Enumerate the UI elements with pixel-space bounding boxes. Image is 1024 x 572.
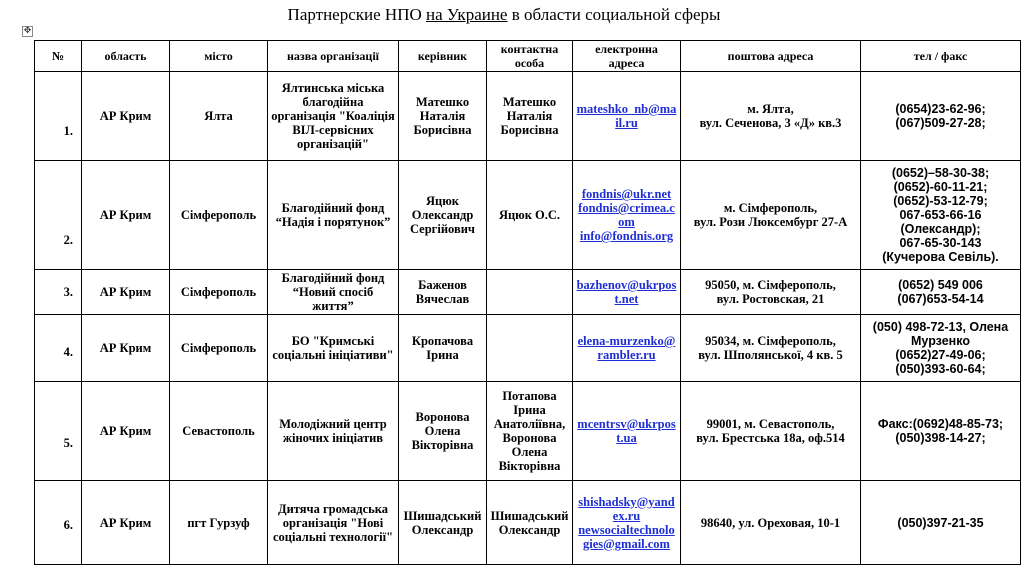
phone-line: (Олександр); — [900, 222, 981, 236]
row-city: Сімферополь — [170, 270, 268, 315]
table-row — [35, 270, 1021, 315]
row-city: Севастополь — [170, 382, 268, 481]
row-num: 6. — [35, 481, 82, 565]
table-row — [35, 315, 1021, 382]
title-part-1: Партнерские НПО — [287, 5, 426, 24]
phone-line: (050)393-60-64; — [895, 362, 986, 376]
title-part-3: в области социальной сферы — [507, 5, 721, 24]
page-title — [0, 4, 1008, 26]
row-region: АР Крим — [82, 481, 170, 565]
row-email — [573, 382, 681, 481]
row-phone — [861, 481, 1021, 565]
address-line: 95034, м. Сімферополь, — [705, 334, 836, 348]
phone-line: (050)398-14-27; — [895, 431, 986, 445]
address-line: 99001, м. Севастополь, — [706, 417, 835, 431]
row-phone — [861, 315, 1021, 382]
row-head: Яцюк Олександр Сергійович — [399, 161, 487, 270]
address-line: вул. Рози Люксембург 27-А — [693, 215, 848, 229]
email-link[interactable]: fondnis@crimea.com — [578, 201, 675, 229]
row-head: Кропачова Ірина — [399, 315, 487, 382]
phone-line: (0652)-53-12-79; — [893, 194, 988, 208]
row-num: 3. — [35, 270, 82, 315]
phone-line: (0652) 549 006 — [898, 278, 983, 292]
row-phone — [861, 270, 1021, 315]
row-org: БО "Кримські соціальні ініціативи" — [268, 315, 399, 382]
address-line: 98640, ул. Ореховая, 10-1 — [700, 515, 841, 530]
row-phone — [861, 161, 1021, 270]
row-contact: Матешко Наталія Борисівна — [487, 72, 573, 161]
row-region: АР Крим — [82, 270, 170, 315]
address-line: вул. Брестська 18а, оф.514 — [696, 431, 845, 445]
table-move-handle-icon[interactable]: ✥ — [23, 26, 32, 36]
table-row — [35, 382, 1021, 481]
row-org: Благодійний фонд “Новий спосіб життя” — [268, 270, 399, 315]
row-org: Дитяча громадська організація "Нові соціальні технології" — [268, 481, 399, 565]
row-org: Благодійний фонд “Надія і порятунок” — [268, 161, 399, 270]
row-email — [573, 315, 681, 382]
row-region: АР Крим — [82, 161, 170, 270]
table-row — [35, 481, 1021, 565]
row-head: Матешко Наталія Борисівна — [399, 72, 487, 161]
table-row — [35, 161, 1021, 270]
email-link[interactable]: fondnis@ukr.net — [581, 187, 672, 201]
phone-line: Факс:(0692)48-85-73; — [877, 417, 1004, 431]
address-line: вул. Шполянської, 4 кв. 5 — [698, 348, 843, 362]
phone-line: (0652)-60-11-21; — [893, 180, 988, 194]
phone-line: (050)397-21-35 — [897, 515, 984, 530]
row-contact: Шишадський Олександр — [487, 481, 573, 565]
phone-line: (0652)27-49-06; — [895, 348, 986, 362]
row-head: Шишадський Олександр — [399, 481, 487, 565]
row-address — [681, 72, 861, 161]
row-city: Ялта — [170, 72, 268, 161]
email-link[interactable]: elena-murzenko@rambler.ru — [577, 334, 676, 362]
header-city: місто — [170, 41, 268, 72]
address-line: 95050, м. Сімферополь, — [705, 278, 836, 292]
header-num: № — [35, 41, 82, 72]
row-num: 5. — [35, 382, 82, 481]
phone-line: 067-65-30-143 — [899, 236, 982, 250]
table-row — [35, 72, 1021, 161]
row-address — [681, 315, 861, 382]
header-head: керівник — [399, 41, 487, 72]
ngo-table — [34, 40, 1021, 565]
row-head: Баженов Вячеслав — [399, 270, 487, 315]
row-contact: Потапова Ірина Анатоліївна, Воронова Олена Вікторівна — [487, 382, 573, 481]
header-org: назва організації — [268, 41, 399, 72]
row-email — [573, 72, 681, 161]
row-contact: Яцюк О.С. — [487, 161, 573, 270]
header-region: область — [82, 41, 170, 72]
table-header-row — [35, 41, 1021, 72]
phone-line: (067)653-54-14 — [897, 292, 984, 306]
header-phone: тел / факс — [861, 41, 1021, 72]
address-line: м. Сімферополь, — [723, 201, 818, 215]
row-contact — [487, 315, 573, 382]
row-region: АР Крим — [82, 382, 170, 481]
row-head: Воронова Олена Вікторівна — [399, 382, 487, 481]
address-line: вул. Сеченова, 3 «Д» кв.3 — [699, 116, 842, 130]
phone-line: 067-653-66-16 — [899, 208, 982, 222]
row-phone — [861, 382, 1021, 481]
row-city: пгт Гурзуф — [170, 481, 268, 565]
row-address — [681, 481, 861, 565]
row-city: Сімферополь — [170, 161, 268, 270]
row-email — [573, 270, 681, 315]
row-num: 2. — [35, 161, 82, 270]
header-address: поштова адреса — [681, 41, 861, 72]
header-contact: контактна особа — [487, 41, 573, 72]
row-num: 4. — [35, 315, 82, 382]
phone-line: (0652)–58-30-38; — [891, 166, 990, 180]
address-line: м. Ялта, — [747, 102, 794, 116]
row-region: АР Крим — [82, 315, 170, 382]
address-line: вул. Ростовская, 21 — [716, 292, 825, 306]
email-link[interactable]: shishadsky@yandex.ru — [578, 494, 675, 523]
email-link[interactable]: info@fondnis.org — [579, 229, 674, 243]
row-org: Молодіжний центр жіночих ініціатив — [268, 382, 399, 481]
row-email — [573, 161, 681, 270]
phone-line: (0654)23-62-96; — [895, 102, 986, 116]
row-address — [681, 270, 861, 315]
phone-line: (067)509-27-28; — [895, 116, 986, 130]
title-part-2: на Украине — [426, 5, 508, 24]
email-link[interactable]: mcentrsv@ukrpost.ua — [577, 417, 676, 445]
email-link[interactable]: mateshko_nb@mail.ru — [576, 102, 677, 130]
phone-line: (Кучерова Севіль). — [882, 250, 999, 264]
header-email: електронна адреса — [573, 41, 681, 72]
row-email — [573, 481, 681, 565]
row-phone — [861, 72, 1021, 161]
row-region: АР Крим — [82, 72, 170, 161]
row-num: 1. — [35, 72, 82, 161]
row-address — [681, 161, 861, 270]
phone-line: (050) 498-72-13, Олена Мурзенко — [872, 320, 1009, 348]
row-contact — [487, 270, 573, 315]
email-link[interactable]: bazhenov@ukrpost.net — [576, 278, 677, 306]
row-city: Сімферополь — [170, 315, 268, 382]
row-address — [681, 382, 861, 481]
row-org: Ялтинська міська благодійна організація "Коаліція ВІЛ-сервісних організацій" — [268, 72, 399, 161]
email-link[interactable]: newsocialtechnologies@gmail.com — [578, 522, 675, 551]
